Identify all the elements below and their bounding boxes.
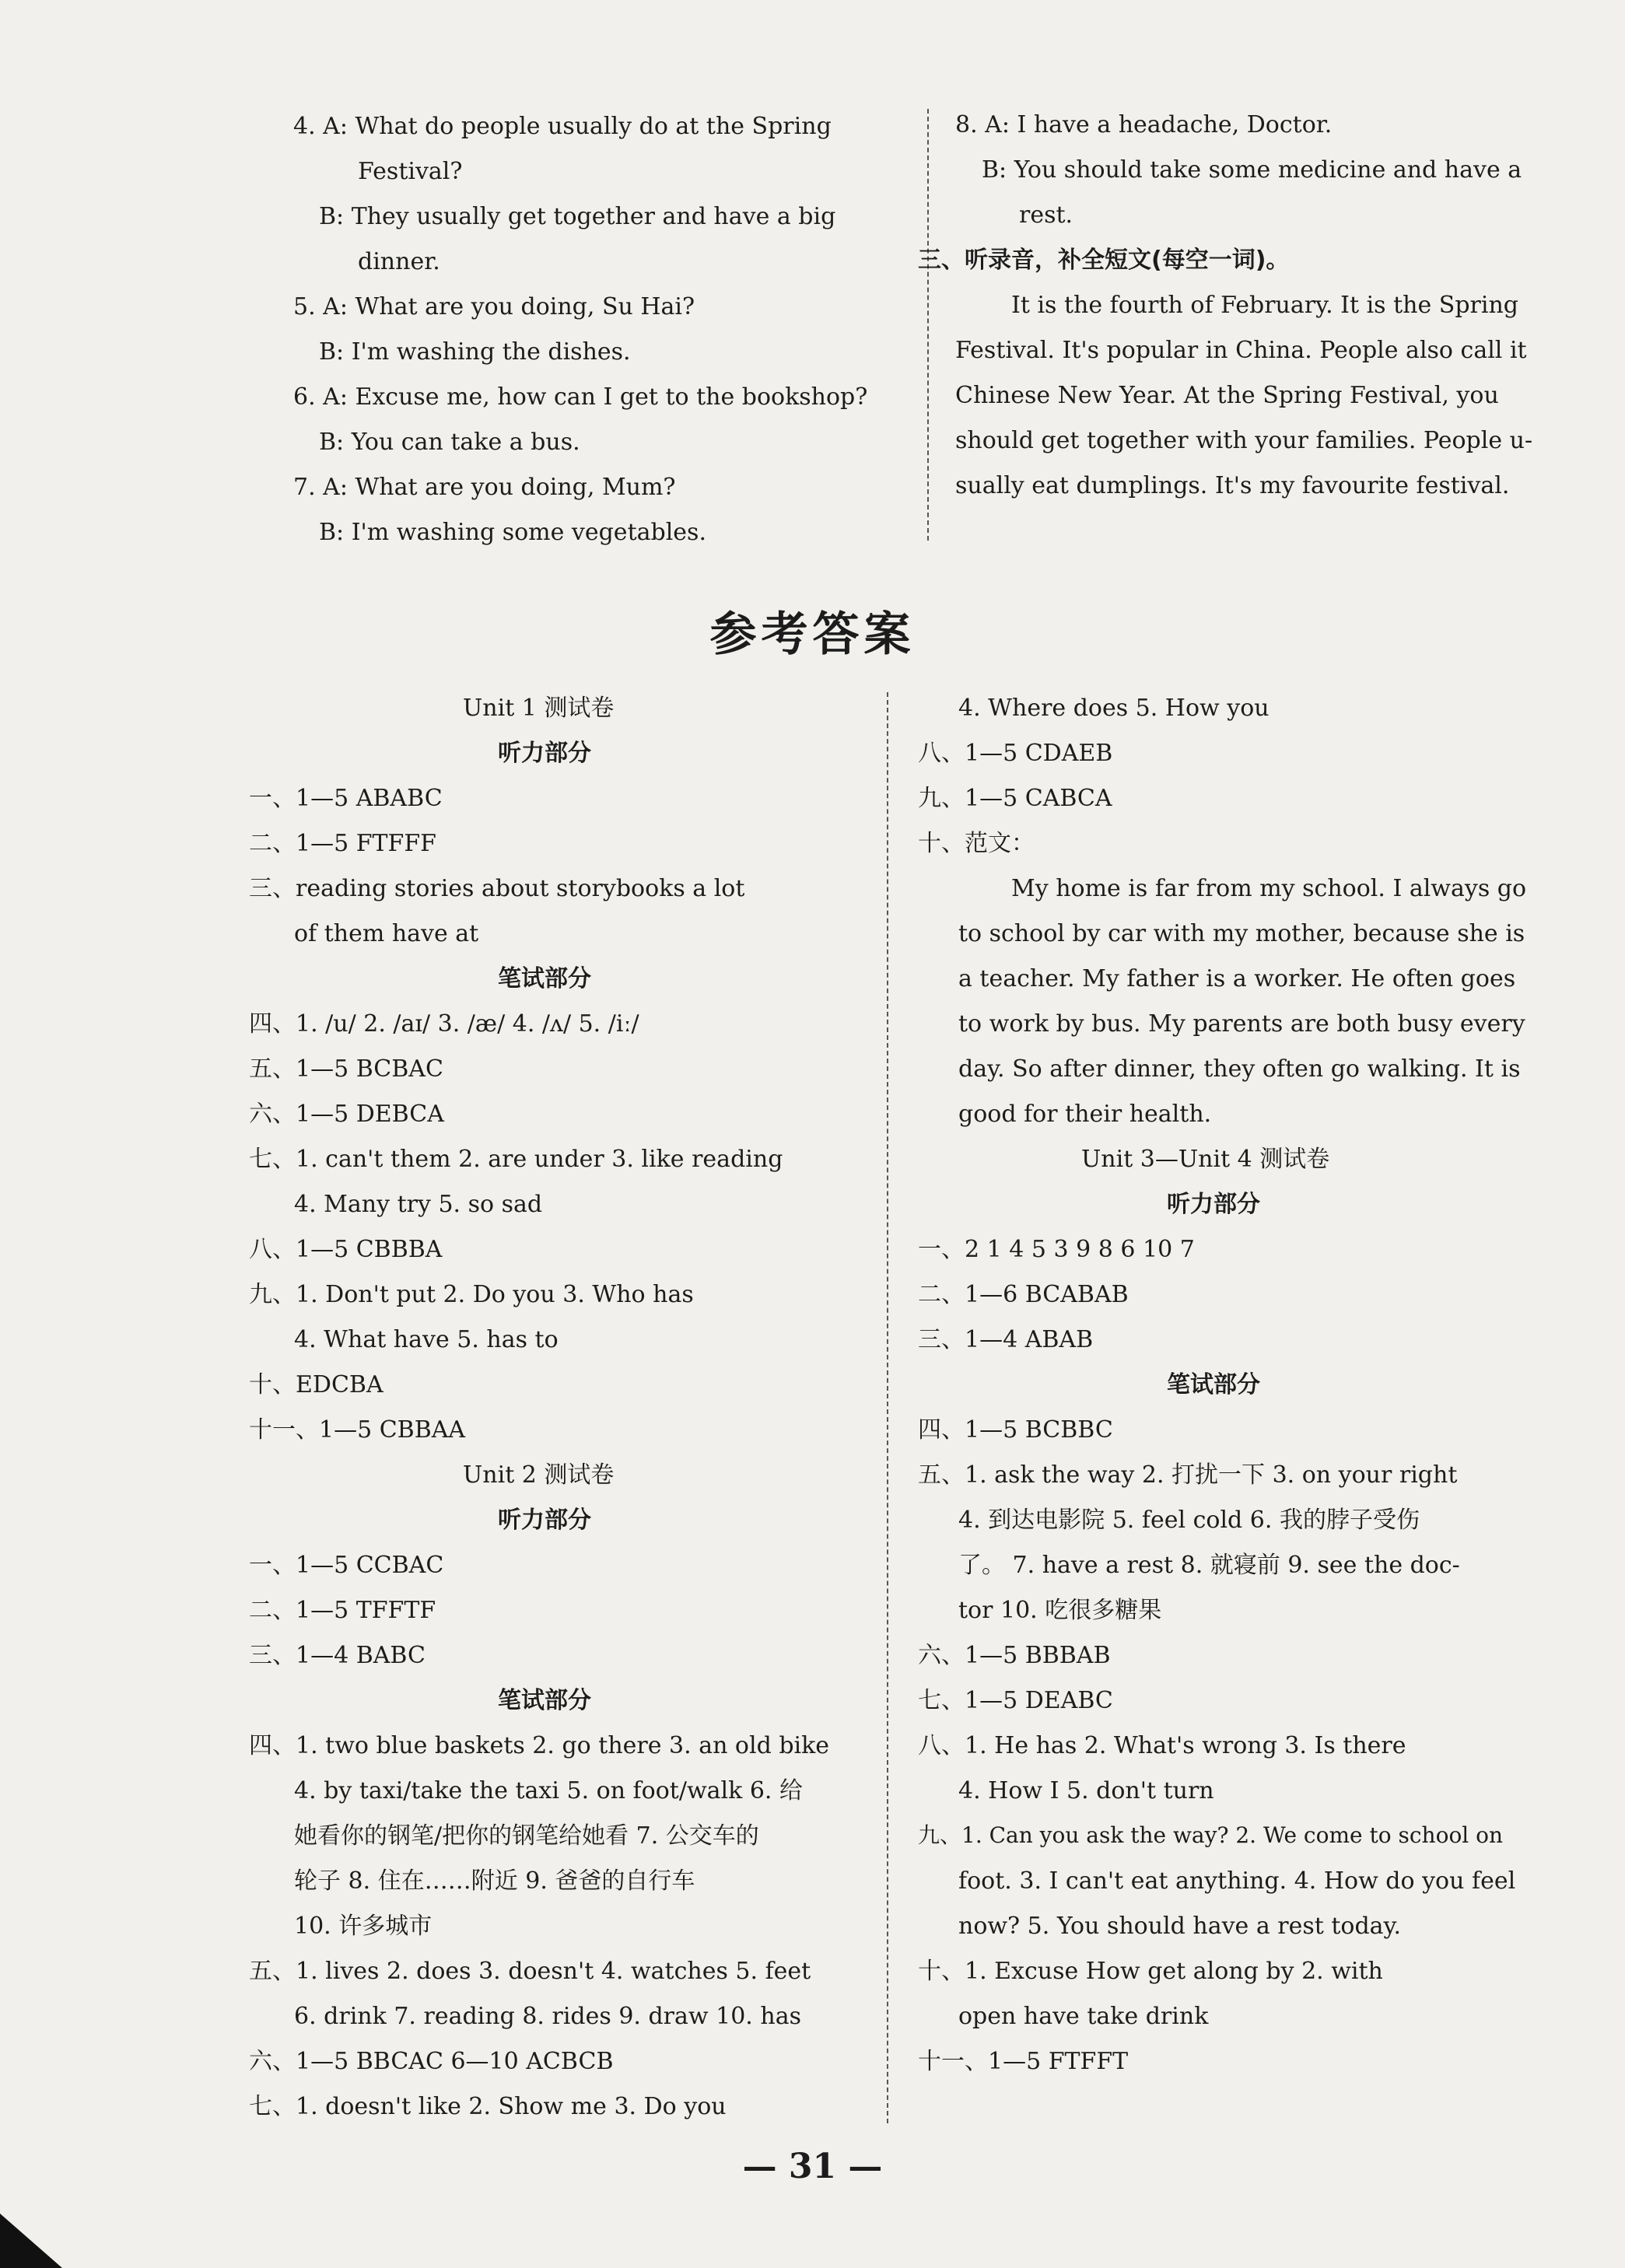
answer-line: open have take drink	[958, 2003, 1209, 2030]
passage-line: Chinese New Year. At the Spring Festival, you	[955, 382, 1499, 409]
essay-line: to school by car with my mother, because she is	[958, 920, 1525, 947]
answer-line: of them have at	[294, 920, 479, 947]
passage-line: It is the fourth of February. It is the Spring	[1011, 292, 1518, 319]
answer-line: 她看你的钢笔/把你的钢笔给她看 7. 公交车的	[294, 1822, 759, 1850]
answer-line: 四、1. /u/ 2. /aɪ/ 3. /æ/ 4. /ʌ/ 5. /iː/	[249, 1010, 639, 1038]
answer-line: 五、1. lives 2. does 3. doesn't 4. watches 5. feet	[249, 1958, 811, 1985]
section-heading: 三、听录音，补全短文(每空一词)。	[918, 247, 1290, 274]
answer-line: 六、1—5 BBCAC 6—10 ACBCB	[249, 2048, 614, 2075]
page-title: 参考答案	[709, 607, 916, 662]
answer-line: 五、1—5 BCBAC	[249, 1055, 443, 1083]
answer-line: 六、1—5 DEBCA	[249, 1101, 444, 1128]
answer-line: 四、1—5 BCBBC	[918, 1416, 1113, 1444]
answer-line: 七、1. can't them 2. are under 3. like reading	[249, 1146, 783, 1173]
dialog-line: 6. A: Excuse me, how can I get to the bookshop?	[293, 383, 868, 411]
answer-line: tor 10. 吃很多糖果	[958, 1597, 1162, 1624]
top-column-divider	[927, 109, 929, 541]
subsection-heading: 听力部分	[498, 740, 591, 767]
unit-heading: Unit 2 测试卷	[463, 1461, 615, 1489]
corner-mark	[0, 2214, 62, 2268]
answer-line: 轮子 8. 住在……附近 9. 爸爸的自行车	[294, 1867, 695, 1895]
answer-line: now? 5. You should have a rest today.	[958, 1913, 1402, 1940]
answer-line: 七、1—5 DEABC	[918, 1687, 1113, 1714]
essay-line: My home is far from my school. I always go	[1011, 875, 1527, 902]
subsection-heading: 听力部分	[498, 1507, 591, 1534]
answer-line: 三、1—4 ABAB	[918, 1326, 1094, 1353]
dialog-line: B: I'm washing some vegetables.	[319, 519, 706, 546]
answer-line: 4. by taxi/take the taxi 5. on foot/walk 6. 给	[294, 1777, 803, 1804]
dialog-line: B: I'm washing the dishes.	[319, 338, 631, 366]
dialog-line: 4. A: What do people usually do at the Spring	[293, 113, 832, 140]
answer-line: 一、1—5 ABABC	[249, 785, 443, 812]
answer-line: 三、1—4 BABC	[249, 1642, 426, 1669]
answer-line: 6. drink 7. reading 8. rides 9. draw 10. has	[294, 2003, 801, 2030]
answer-line: 二、1—6 BCABAB	[918, 1281, 1129, 1308]
answer-line: 十一、1—5 FTFFT	[918, 2048, 1129, 2075]
dialog-line: 7. A: What are you doing, Mum?	[293, 474, 676, 501]
subsection-heading: 笔试部分	[1167, 1371, 1260, 1398]
answer-line: 二、1—5 TFFTF	[249, 1597, 436, 1624]
page-number: — 31 —	[742, 2147, 883, 2186]
essay-line: a teacher. My father is a worker. He often goes	[958, 965, 1516, 992]
passage-line: Festival. It's popular in China. People also call it	[955, 337, 1527, 364]
answer-line: 4. How I 5. don't turn	[958, 1777, 1214, 1804]
dialog-line: rest.	[1019, 201, 1073, 229]
dialog-line: 5. A: What are you doing, Su Hai?	[293, 293, 695, 320]
answer-line: 4. Where does 5. How you	[958, 695, 1270, 722]
dialog-line: B: You should take some medicine and have a	[982, 156, 1522, 184]
answer-line: 八、1—5 CBBBA	[249, 1236, 443, 1263]
answer-line: 九、1. Can you ask the way? 2. We come to school on	[918, 1822, 1504, 1848]
answer-line: 九、1. Don't put 2. Do you 3. Who has	[249, 1281, 694, 1308]
answer-line: 三、reading stories about storybooks a lot	[249, 875, 745, 902]
answer-line: 一、2 1 4 5 3 9 8 6 10 7	[918, 1236, 1195, 1263]
answer-line: 十一、1—5 CBBAA	[249, 1416, 466, 1444]
answer-line: 九、1—5 CABCA	[918, 785, 1112, 812]
answer-line: 八、1. He has 2. What's wrong 3. Is there	[918, 1732, 1406, 1759]
subsection-heading: 笔试部分	[498, 1687, 591, 1714]
unit-heading: Unit 3—Unit 4 测试卷	[1081, 1146, 1330, 1173]
passage-line: should get together with your families. People u-	[955, 427, 1533, 454]
answer-line: 五、1. ask the way 2. 打扰一下 3. on your right	[918, 1461, 1458, 1489]
dialog-line: B: You can take a bus.	[319, 429, 580, 456]
dialog-line: B: They usually get together and have a big	[319, 203, 836, 230]
dialog-line: Festival?	[358, 158, 463, 185]
answer-line: 八、1—5 CDAEB	[918, 740, 1113, 767]
answer-line: 十、EDCBA	[249, 1371, 383, 1398]
unit-heading: Unit 1 测试卷	[463, 695, 615, 722]
answer-line: 4. Many try 5. so sad	[294, 1191, 543, 1218]
dialog-line: 8. A: I have a headache, Doctor.	[955, 111, 1333, 138]
answer-line: 4. What have 5. has to	[294, 1326, 559, 1353]
essay-line: good for their health.	[958, 1101, 1212, 1128]
answer-line: 七、1. doesn't like 2. Show me 3. Do you	[249, 2093, 727, 2120]
answer-line: 4. 到达电影院 5. feel cold 6. 我的脖子受伤	[958, 1507, 1420, 1534]
subsection-heading: 听力部分	[1167, 1191, 1260, 1218]
answer-line: 一、1—5 CCBAC	[249, 1552, 444, 1579]
answer-line: 二、1—5 FTFFF	[249, 830, 436, 857]
dialog-line: dinner.	[358, 248, 440, 275]
answer-line: 四、1. two blue baskets 2. go there 3. an old bike	[249, 1732, 830, 1759]
answer-line: 六、1—5 BBBAB	[918, 1642, 1111, 1669]
answer-line: 十、范文：	[918, 830, 1035, 857]
answer-line: 十、1. Excuse How get along by 2. with	[918, 1958, 1383, 1985]
answer-line: 了。 7. have a rest 8. 就寝前 9. see the doc-	[958, 1552, 1460, 1579]
answer-line: foot. 3. I can't eat anything. 4. How do you feel	[958, 1867, 1516, 1895]
answer-line: 10. 许多城市	[294, 1913, 433, 1940]
essay-line: day. So after dinner, they often go walking. It is	[958, 1055, 1521, 1083]
subsection-heading: 笔试部分	[498, 965, 591, 992]
answers-column-divider	[887, 692, 888, 2123]
essay-line: to work by bus. My parents are both busy every	[958, 1010, 1525, 1038]
passage-line: sually eat dumplings. It's my favourite festival.	[955, 472, 1510, 499]
